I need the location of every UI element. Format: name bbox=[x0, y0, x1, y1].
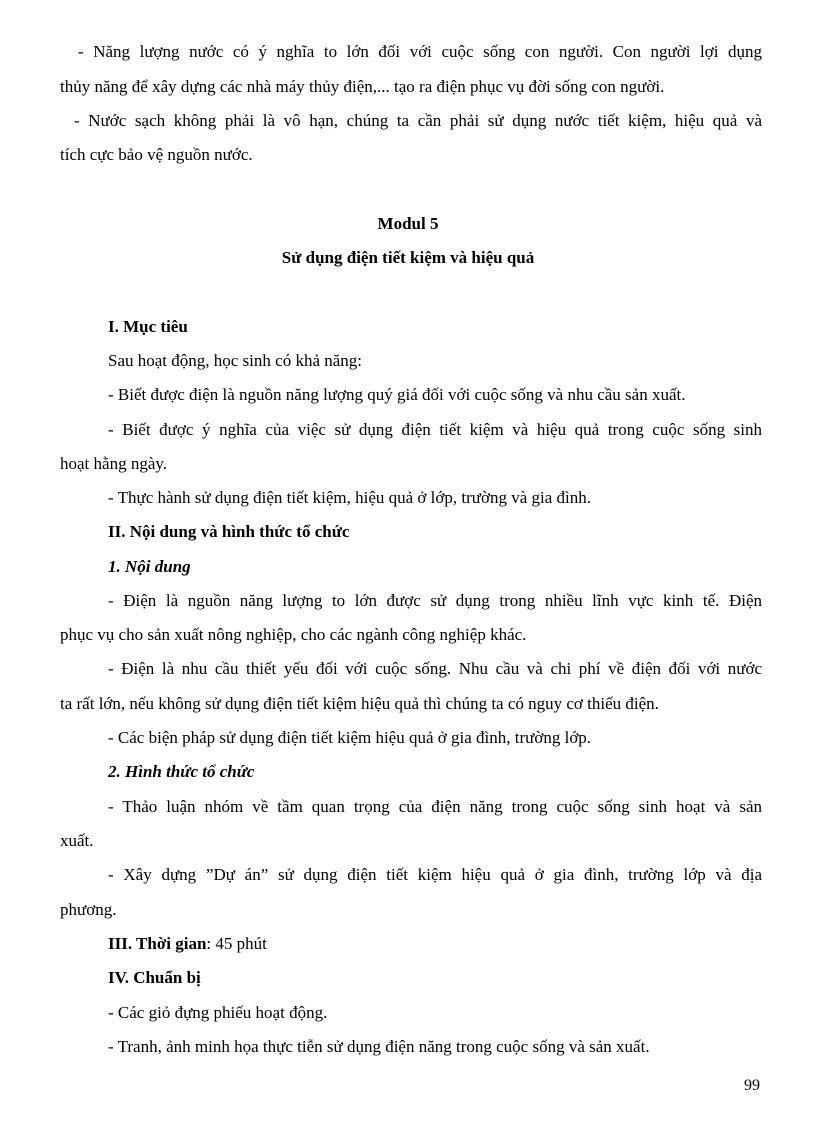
section4-item1: - Các giỏ đựng phiếu hoạt động. bbox=[108, 1003, 328, 1022]
module-number: Modul 5 bbox=[377, 214, 439, 233]
section2-f2-line1: - Xây dựng ”Dự án” sử dụng điện tiết kiệm hiệu quả ở gia đình, trường lớp và địa bbox=[108, 865, 762, 884]
section1-intro: Sau hoạt động, học sinh có khả năng: bbox=[108, 351, 363, 370]
section1-item1: - Biết được điện là nguồn năng lượng quý giá đối với cuộc sống và nhu cầu sản xuất. bbox=[108, 385, 686, 404]
section1-item2-line2: hoạt hằng ngày. bbox=[60, 454, 168, 473]
module-title: Sử dụng điện tiết kiệm và hiệu quả bbox=[281, 248, 535, 267]
section2-c3: - Các biện pháp sử dụng điện tiết kiệm hiệu quả ở gia đình, trường lớp. bbox=[108, 728, 592, 747]
section2-c1-line2: phục vụ cho sản xuất nông nghiệp, cho các ngành công nghiệp khác. bbox=[60, 625, 527, 644]
intro-p1-line1: - Năng lượng nước có ý nghĩa to lớn đối với cuộc sống con người. Con người lợi dụng bbox=[78, 42, 762, 61]
page-number: 99 bbox=[744, 1077, 760, 1094]
section4-heading: IV. Chuẩn bị bbox=[108, 968, 201, 987]
section2-sub2: 2. Hình thức tổ chức bbox=[108, 762, 255, 781]
section3-value: : 45 phút bbox=[206, 934, 267, 953]
section2-heading: II. Nội dung và hình thức tổ chức bbox=[108, 522, 350, 541]
section2-f2-line2: phương. bbox=[60, 900, 117, 919]
section4-item2: - Tranh, ảnh minh họa thực tiễn sử dụng điện năng trong cuộc sống và sản xuất. bbox=[108, 1037, 650, 1056]
section2-f1-line1: - Thảo luận nhóm về tầm quan trọng của điện năng trong cuộc sống sinh hoạt và sản bbox=[108, 797, 762, 816]
section1-item3: - Thực hành sử dụng điện tiết kiệm, hiệu quả ở lớp, trường và gia đình. bbox=[108, 488, 591, 507]
intro-p2-line1: - Nước sạch không phải là vô hạn, chúng ta cần phải sử dụng nước tiết kiệm, hiệu quả và bbox=[74, 111, 762, 130]
section3-line bbox=[108, 934, 267, 954]
section2-c1-line1: - Điện là nguồn năng lượng to lớn được sử dụng trong nhiều lĩnh vực kinh tế. Điện bbox=[108, 591, 762, 610]
section2-c2-line1: - Điện là nhu cầu thiết yếu đối với cuộc sống. Nhu cầu và chi phí về điện đối với nước bbox=[108, 659, 762, 678]
section1-heading: I. Mục tiêu bbox=[108, 317, 188, 336]
section1-item2-line1: - Biết được ý nghĩa của việc sử dụng điện tiết kiệm và hiệu quả trong cuộc sống sinh bbox=[108, 420, 762, 439]
section2-f1-line2: xuất. bbox=[60, 831, 94, 850]
section2-sub1: 1. Nội dung bbox=[108, 557, 191, 576]
section2-c2-line2: ta rất lớn, nếu không sử dụng điện tiết kiệm hiệu quả thì chúng ta có nguy cơ thiếu điện. bbox=[60, 694, 659, 713]
section3-heading: III. Thời gian bbox=[108, 934, 207, 953]
intro-p1-line2: thủy năng để xây dựng các nhà máy thủy điện,... tạo ra điện phục vụ đời sống con người. bbox=[60, 77, 665, 96]
intro-p2-line2: tích cực bảo vệ nguồn nước. bbox=[60, 145, 253, 164]
